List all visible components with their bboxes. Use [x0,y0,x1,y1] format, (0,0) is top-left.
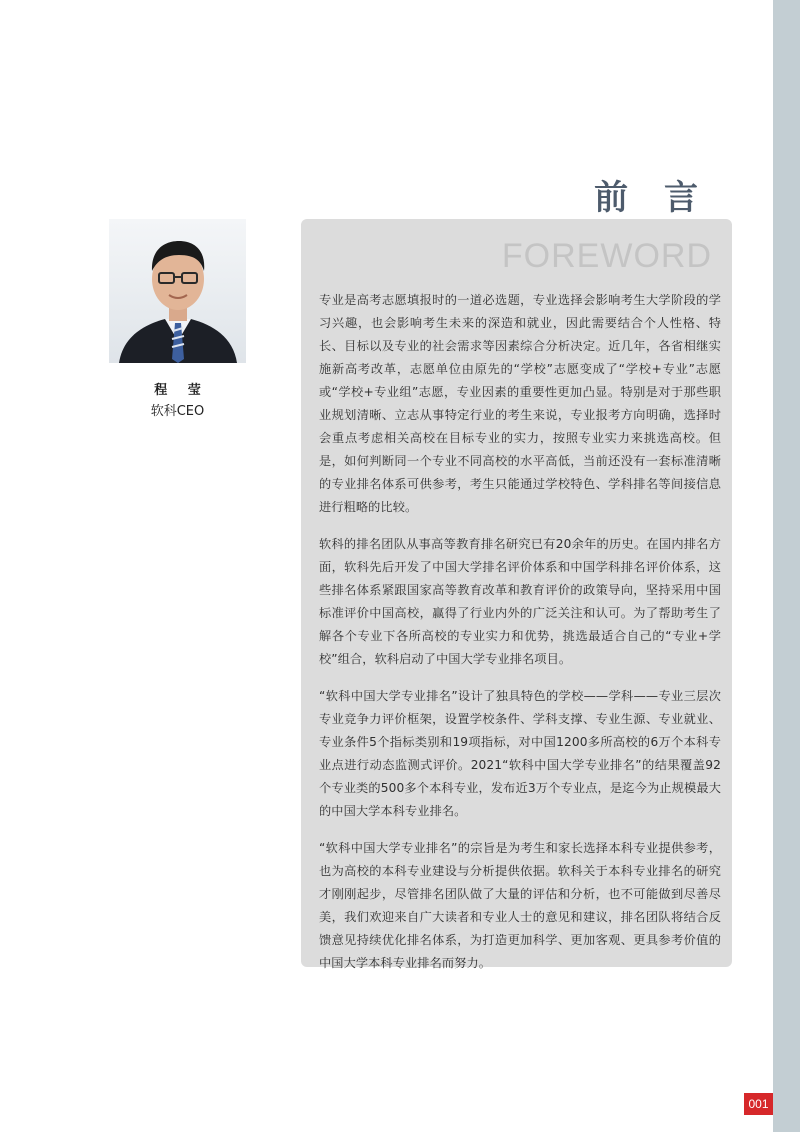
author-name: 程 莹 [154,383,209,398]
foreword-body [319,289,721,989]
paragraph-2: 软科的排名团队从事高等教育排名研究已有20余年的历史。在国内排名方面，软科先后开发了中国大学排名评价体系和中国学科排名评价体系，这些排名体系紧跟国家高等教育改革和教育评价的政策导向，坚持采用中国标准评价中国高校，赢得了行业内外的广泛关注和认可。为了帮助考生了解各个专业下各所高校的专业实力和优势，挑选最适合自己的“专业+学校”组合，软科启动了中国大学专业排名项目。 [319,537,721,666]
page-title: 前 言 [594,178,710,218]
paragraph-4: “软科中国大学专业排名”的宗旨是为考生和家长选择本科专业提供参考，也为高校的本科专业建设与分析提供依据。软科关于本科专业排名的研究才刚刚起步，尽管排名团队做了大量的评估和分析，也不可能做到尽善尽美，我们欢迎来自广大读者和专业人士的意见和建议，排名团队将结合反馈意见持续优化排名体系，为打造更加科学、更加客观、更具参考价值的中国大学本科专业排名而努力。 [319,841,721,970]
author-role: 软科CEO [150,404,205,419]
paragraph-3: “软科中国大学专业排名”设计了独具特色的学校——学科——专业三层次专业竞争力评价框架，设置学校条件、学科支撑、专业生源、专业就业、专业条件5个指标类别和19项指标，对中国1200多所高校的6万个本科专业点进行动态监测式评价。2021“软科中国大学专业排名”的结果覆盖92个专业类的500多个本科专业，发布近3万个专业点，是迄今为止规模最大的中国大学本科专业排名。 [319,689,721,818]
right-edge-stripe [773,0,800,1132]
foreword-content-box [301,219,732,970]
paragraph-1: 专业是高考志愿填报时的一道必选题，专业选择会影响考生大学阶段的学习兴趣，也会影响考生未来的深造和就业，因此需要结合个人性格、特长、目标以及专业的社会需求等因素综合分析决定。近几年，各省相继实施新高考改革，志愿单位由原先的“学校”志愿变成了“学校+专业”志愿或“学校+专业组”志愿，专业因素的重要性更加凸显。特别是对于那些职业规划清晰、立志从事特定行业的考生来说，专业报考方向明确，选择时会重点考虑相关高校在目标专业的实力，按照专业实力来挑选高校。但是，如何判断同一个专业不同高校的水平高低，当前还没有一套标准清晰的专业排名体系可供参考，考生只能通过学校特色、学科排名等间接信息进行粗略的比较。 [319,293,721,514]
author-portrait-image [109,219,246,363]
author-photo [109,219,246,363]
foreword-watermark: FOREWORD [501,237,712,275]
page-number-badge: 001 [744,1093,773,1115]
